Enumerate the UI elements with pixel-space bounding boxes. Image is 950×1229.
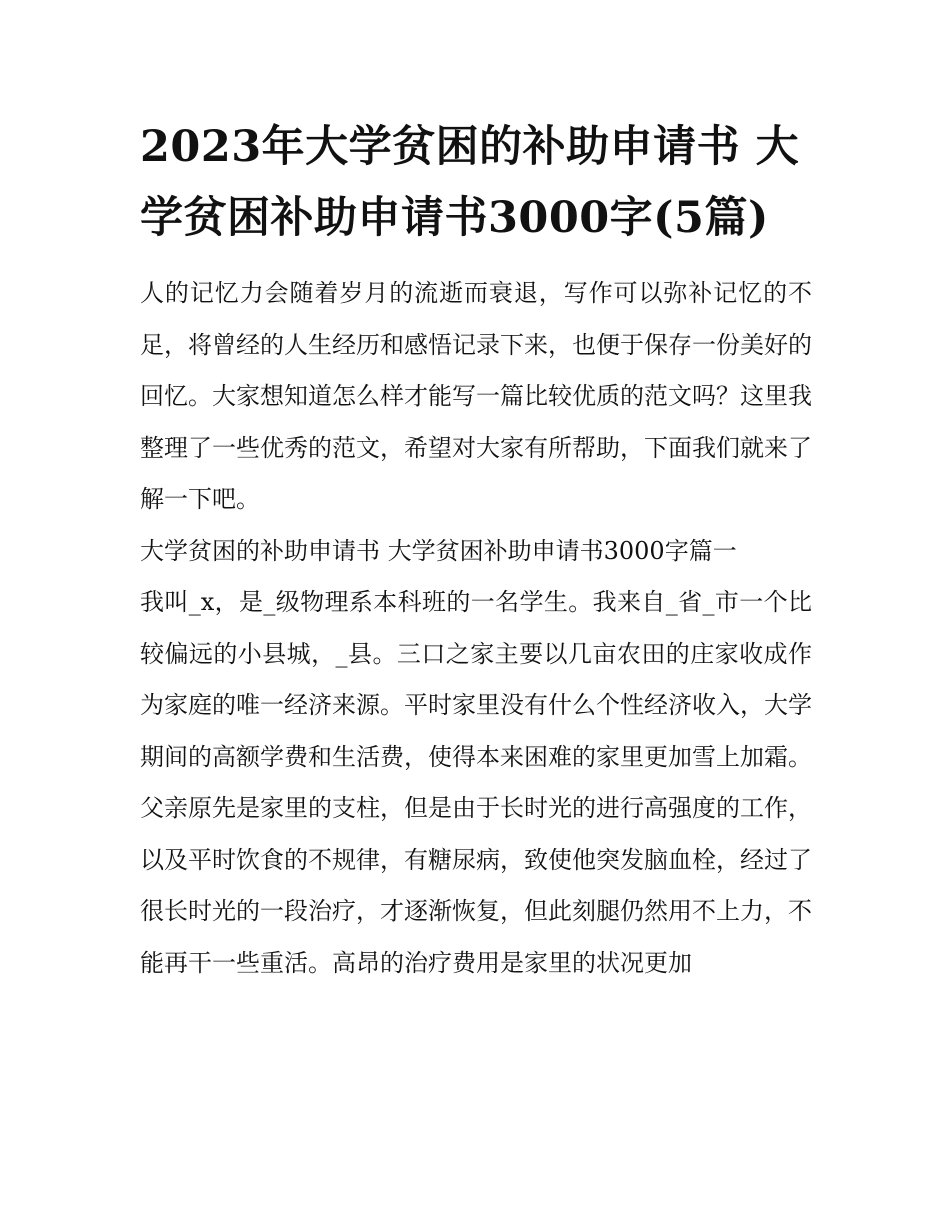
body-paragraph: 我叫_x，是_级物理系本科班的一名学生。我来自_省_市一个比较偏远的小县城，_县。三口之家主要以几亩农田的庄家收成作为家庭的唯一经济来源。平时家里没有什么个性经济收入，大学期间的高额学费和生活费，使得本来困难的家里更加雪上加霜。 xyxy=(140,588,812,771)
document-page xyxy=(140,112,812,989)
document-title: 2023年大学贫困的补助申请书 大学贫困补助申请书3000字(5篇) xyxy=(140,122,800,243)
section-heading: 大学贫困的补助申请书 大学贫困补助申请书3000字篇一 xyxy=(140,536,737,565)
intro-paragraph: 人的记忆力会随着岁月的流逝而衰退，写作可以弥补记忆的不足，将曾经的人生经历和感悟记录下来，也便于保存一份美好的回忆。大家想知道怎么样才能写一篇比较优质的范文吗？这里我整理了一些优秀的范文，希望对大家有所帮助，下面我们就来了解一下吧。 xyxy=(140,279,812,513)
body-paragraph: 父亲原先是家里的支柱，但是由于长时光的进行高强度的工作，以及平时饮食的不规律，有糖尿病，致使他突发脑血栓，经过了很长时光的一段治疗，才逐渐恢复，但此刻腿仍然用不上力，不能再干一些重活。高昂的治疗费用是家里的状况更加 xyxy=(140,794,812,977)
